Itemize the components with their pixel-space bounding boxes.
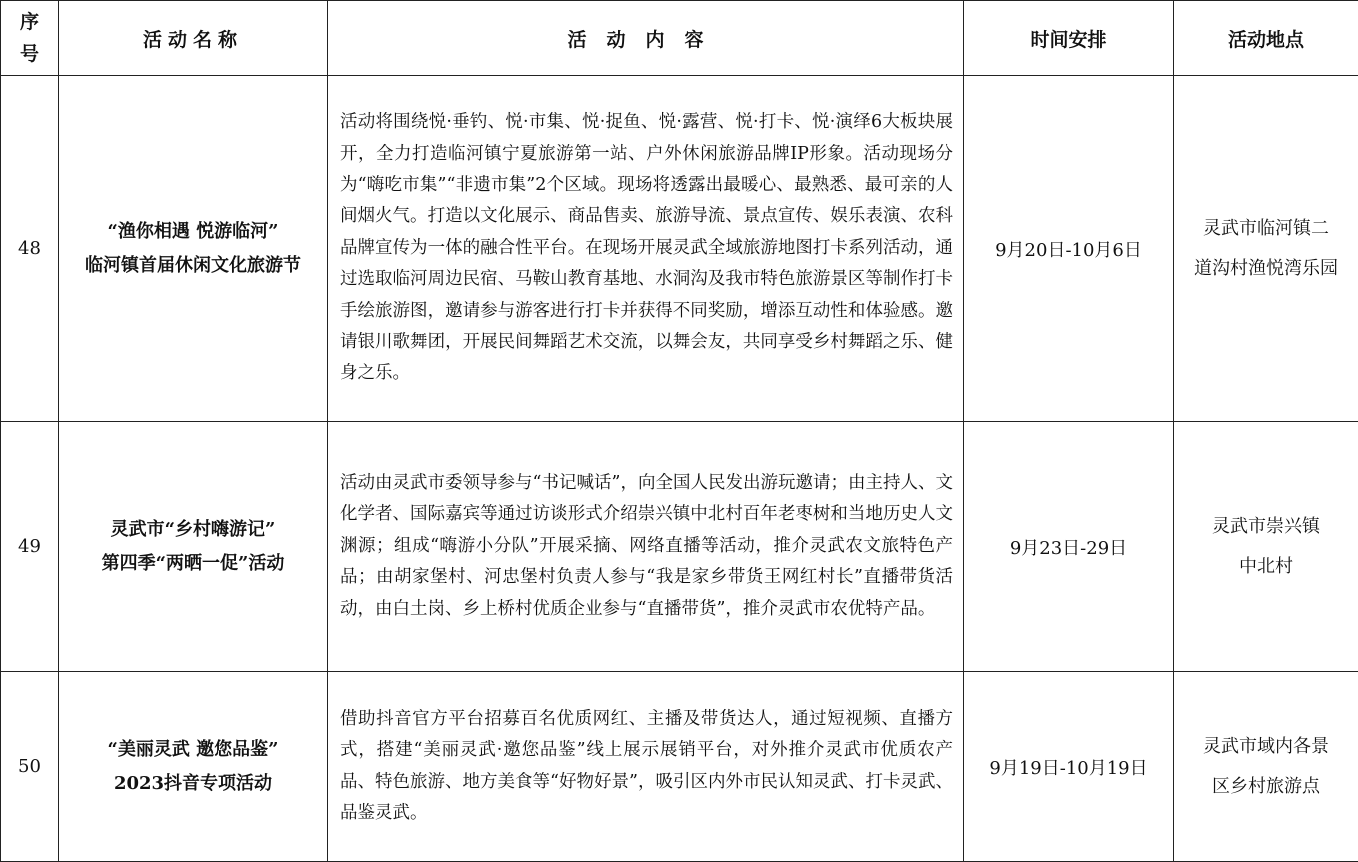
row-location-line2: 道沟村渔悦湾乐园 xyxy=(1180,249,1352,289)
header-content: 活动内容 xyxy=(328,1,964,76)
header-location: 活动地点 xyxy=(1174,1,1358,76)
row-location-line1: 灵武市崇兴镇 xyxy=(1180,507,1352,547)
row-name-line1: 灵武市“乡村嗨游记” xyxy=(59,513,327,547)
row-location-line1: 灵武市临河镇二 xyxy=(1180,209,1352,249)
table-header-row xyxy=(1,1,1358,76)
row-time: 9月19日-10月19日 xyxy=(964,672,1174,862)
row-name-line1: “美丽灵武 邀您品鉴” xyxy=(59,733,327,767)
row-content: 借助抖音官方平台招募百名优质网红、主播及带货达人，通过短视频、直播方式，搭建“美丽灵武·邀您品鉴”线上展示展销平台，对外推介灵武市优质农产品、特色旅游、地方美食等“好物好景”，吸引区内外市民认知灵武、打卡灵武、品鉴灵武。 xyxy=(328,672,964,862)
header-time: 时间安排 xyxy=(964,1,1174,76)
row-location xyxy=(1174,76,1358,422)
row-name-line1: “渔你相遇 悦游临河” xyxy=(59,215,327,249)
row-name-line2: 第四季“两晒一促”活动 xyxy=(59,547,327,581)
table-row xyxy=(1,672,1358,862)
header-seq: 序号 xyxy=(1,1,59,76)
row-location xyxy=(1174,422,1358,672)
row-name xyxy=(59,422,328,672)
row-location-line2: 区乡村旅游点 xyxy=(1180,767,1352,807)
row-content: 活动由灵武市委领导参与“书记喊话”，向全国人民发出游玩邀请；由主持人、文化学者、国际嘉宾等通过访谈形式介绍崇兴镇中北村百年老枣树和当地历史人文渊源；组成“嗨游小分队”开展采摘、网络直播等活动，推介灵武农文旅特色产品；由胡家堡村、河忠堡村负责人参与“我是家乡带货王网红村长”直播带货活动，由白土岗、乡上桥村优质企业参与“直播带货”，推介灵武市农优特产品。 xyxy=(328,422,964,672)
table-row xyxy=(1,422,1358,672)
row-name-line2: 2023抖音专项活动 xyxy=(59,767,327,801)
row-name xyxy=(59,76,328,422)
row-seq: 48 xyxy=(1,76,59,422)
row-seq: 50 xyxy=(1,672,59,862)
row-name-line2: 临河镇首届休闲文化旅游节 xyxy=(59,249,327,283)
row-location xyxy=(1174,672,1358,862)
row-content: 活动将围绕悦·垂钓、悦·市集、悦·捉鱼、悦·露营、悦·打卡、悦·演绎6大板块展开，全力打造临河镇宁夏旅游第一站、户外休闲旅游品牌IP形象。活动现场分为“嗨吃市集”“非遗市集”2个区域。现场将透露出最暖心、最熟悉、最可亲的人间烟火气。打造以文化展示、商品售卖、旅游导流、景点宣传、娱乐表演、农科品牌宣传为一体的融合性平台。在现场开展灵武全域旅游地图打卡系列活动，通过选取临河周边民宿、马鞍山教育基地、水洞沟及我市特色旅游景区等制作打卡手绘旅游图，邀请参与游客进行打卡并获得不同奖励，增添互动性和体验感。邀请银川歌舞团，开展民间舞蹈艺术交流，以舞会友，共同享受乡村舞蹈之乐、健身之乐。 xyxy=(328,76,964,422)
row-time: 9月23日-29日 xyxy=(964,422,1174,672)
header-name: 活动名称 xyxy=(59,1,328,76)
row-name xyxy=(59,672,328,862)
table-row xyxy=(1,76,1358,422)
row-location-line1: 灵武市域内各景 xyxy=(1180,727,1352,767)
row-time: 9月20日-10月6日 xyxy=(964,76,1174,422)
row-location-line2: 中北村 xyxy=(1180,547,1352,587)
row-seq: 49 xyxy=(1,422,59,672)
